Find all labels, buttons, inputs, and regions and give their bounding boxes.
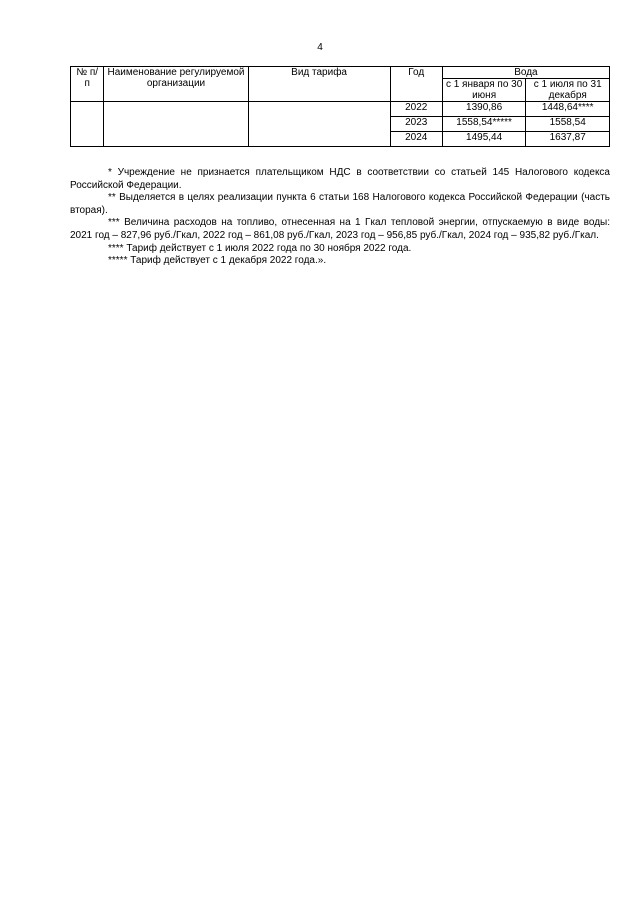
cell-year: 2023 <box>390 117 442 132</box>
cell-period-1: 1390,86 <box>442 102 526 117</box>
cell-year: 2024 <box>390 132 442 147</box>
cell-period-2: 1448,64**** <box>526 102 610 117</box>
footnotes <box>70 167 610 268</box>
cell-period-1: 1558,54***** <box>442 117 526 132</box>
header-period-2: с 1 июля по 31 декабря <box>526 79 610 102</box>
footnote: * Учреждение не признается плательщиком НДС в соответствии со статьей 145 Налогового кодекса Российской Федерации. <box>70 167 610 191</box>
table-header-row <box>71 67 610 79</box>
footnote: ** Выделяется в целях реализации пункта 6 статьи 168 Налогового кодекса Российской Федерации (часть вторая). <box>70 192 610 216</box>
footnote: ***** Тариф действует с 1 декабря 2022 года.». <box>108 255 327 267</box>
table-row <box>71 102 610 117</box>
cell-period-1: 1495,44 <box>442 132 526 147</box>
tariff-table <box>70 66 610 147</box>
page-number: 4 <box>317 42 323 53</box>
header-period-1: с 1 января по 30 июня <box>442 79 526 102</box>
cell-org <box>104 102 248 147</box>
cell-kind <box>248 102 390 147</box>
cell-num <box>71 102 104 147</box>
header-num: № п/п <box>71 67 104 102</box>
header-water: Вода <box>442 67 609 79</box>
header-year: Год <box>390 67 442 102</box>
cell-period-2: 1558,54 <box>526 117 610 132</box>
footnote: **** Тариф действует с 1 июля 2022 года по 30 ноября 2022 года. <box>108 242 412 254</box>
cell-year: 2022 <box>390 102 442 117</box>
cell-period-2: 1637,87 <box>526 132 610 147</box>
footnote: *** Величина расходов на топливо, отнесенная на 1 Гкал тепловой энергии, отпускаемую в виде воды: 2021 год – 827,96 руб./Гкал, 2022 год – 861,08 руб./Гкал, 2023 год – 956,85 руб./Гкал, 2024 год – 935,82 руб./Гкал. <box>70 217 610 241</box>
header-kind: Вид тарифа <box>248 67 390 102</box>
header-org: Наименование регулируемой организации <box>104 67 248 102</box>
